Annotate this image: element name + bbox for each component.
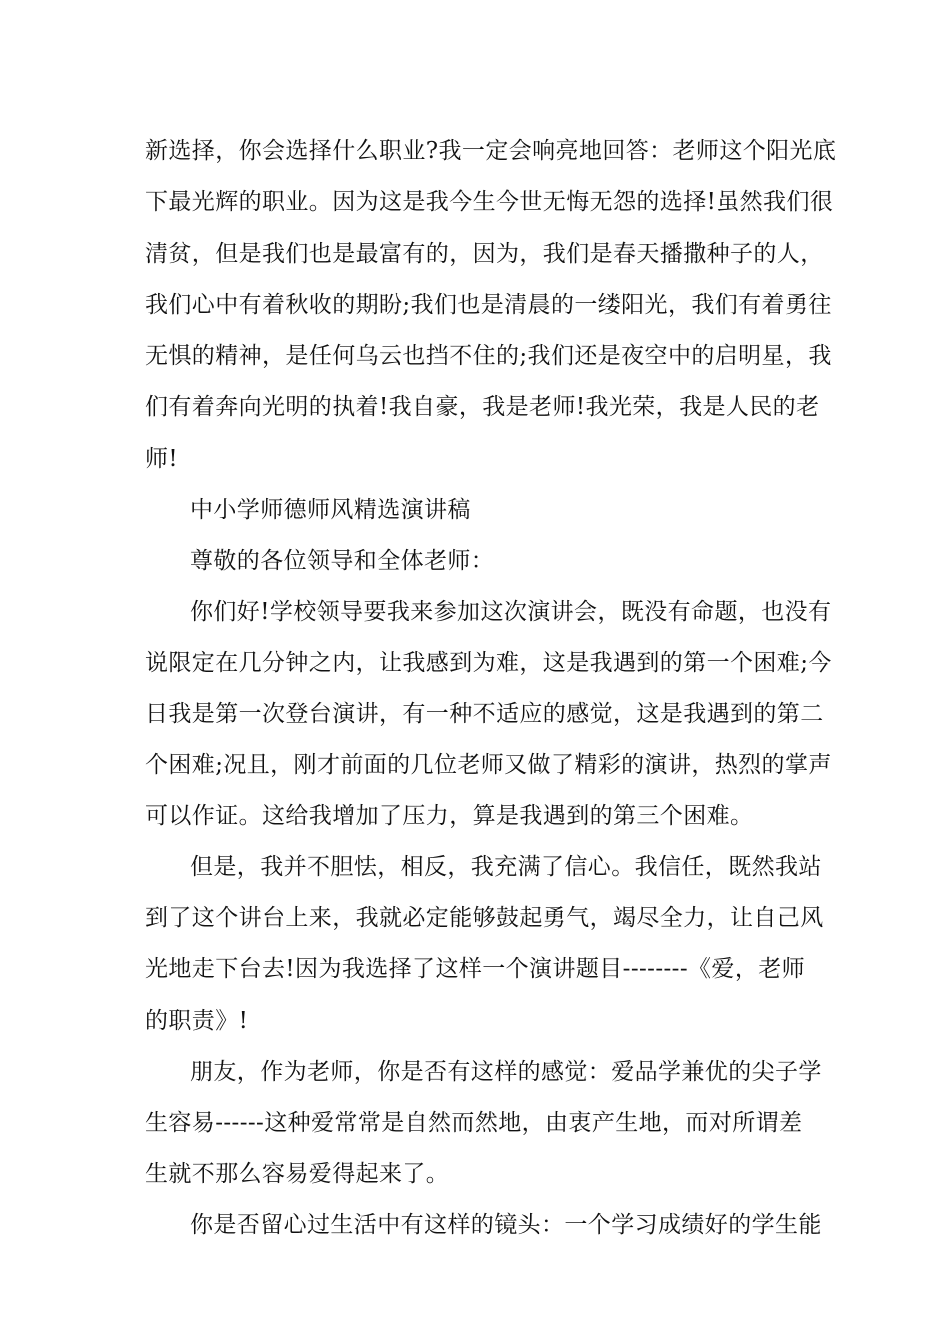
body-text-line: 我们心中有着秋收的期盼;我们也是清晨的一缕阳光，我们有着勇往 [145,292,832,318]
body-text-line: 你是否留心过生活中有这样的镜头：一个学习成绩好的学生能 [190,1212,822,1238]
body-text-line: 光地走下台去!因为我选择了这样一个演讲题目--------《爱，老师 [145,956,806,982]
salutation: 尊敬的各位领导和全体老师： [190,548,495,574]
section-title: 中小学师德师风精选演讲稿 [190,497,471,523]
body-text-line: 下最光辉的职业。因为这是我今生今世无悔无怨的选择!虽然我们很 [145,189,834,215]
body-text-line: 生容易------这种爱常常是自然而然地，由衷产生地，而对所谓差 [145,1110,803,1136]
body-text-line: 你们好!学校领导要我来参加这次演讲会，既没有命题，也没有 [190,599,832,625]
body-text-line: 说限定在几分钟之内，让我感到为难，这是我遇到的第一个困难;今 [145,650,832,676]
body-text-line: 清贫，但是我们也是最富有的，因为，我们是春天播撒种子的人， [145,241,824,267]
body-text-line: 但是，我并不胆怯，相反，我充满了信心。我信任，既然我站 [190,854,822,880]
body-text-line: 们有着奔向光明的执着!我自豪，我是老师!我光荣，我是人民的老 [145,394,820,420]
body-text-line: 新选择，你会选择什么职业?我一定会响亮地回答：老师这个阳光底 [145,138,837,164]
body-text-line: 可以作证。这给我增加了压力，算是我遇到的第三个困难。 [145,803,754,829]
body-text-line: 生就不那么容易爱得起来了。 [145,1161,450,1187]
body-text-line: 个困难;况且，刚才前面的几位老师又做了精彩的演讲，热烈的掌声 [145,752,832,778]
body-text-line: 日我是第一次登台演讲，有一种不适应的感觉，这是我遇到的第二 [145,701,824,727]
body-text-line: 朋友，作为老师，你是否有这样的感觉：爱品学兼优的尖子学 [190,1059,822,1085]
body-text-line: 到了这个讲台上来，我就必定能够鼓起勇气，竭尽全力，让自己风 [145,905,824,931]
body-text-line: 师! [145,446,179,472]
body-text-line: 无惧的精神，是任何乌云也挡不住的;我们还是夜空中的启明星，我 [145,343,832,369]
body-text-line: 的职责》! [145,1008,249,1034]
